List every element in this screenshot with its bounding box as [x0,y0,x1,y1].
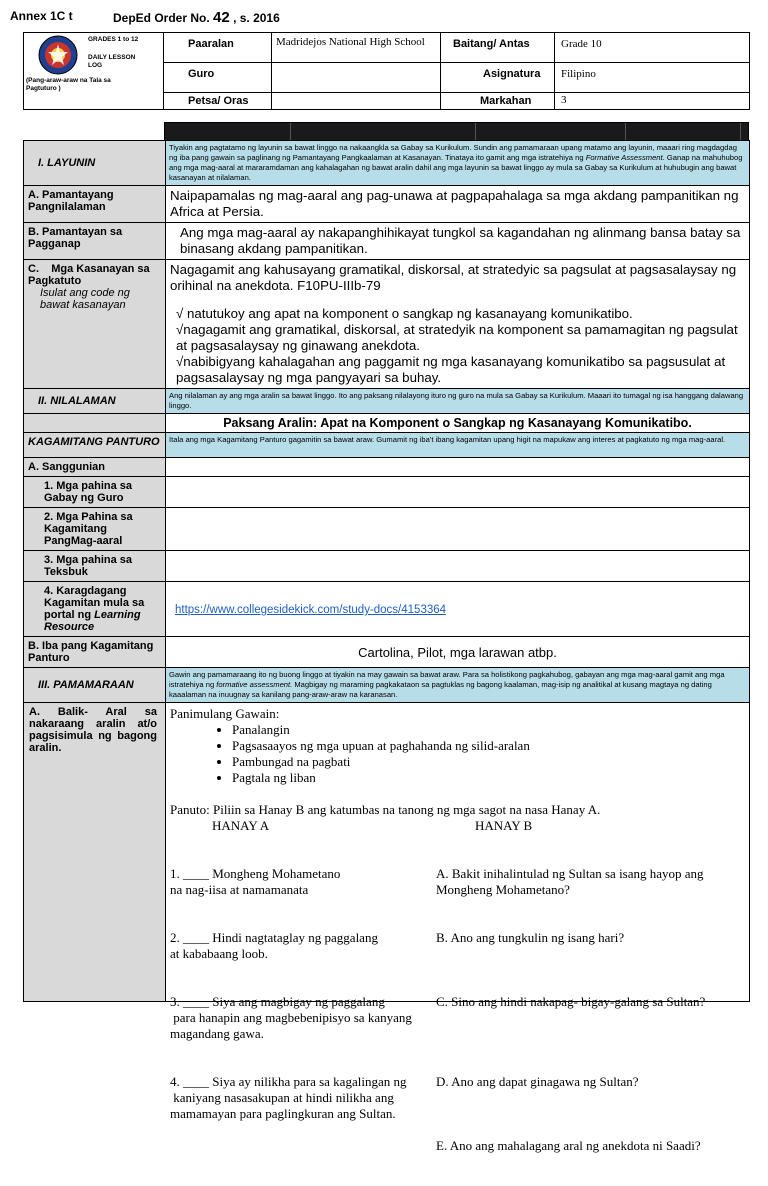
panimula-bullet: • Pambungad na pagbati [232,754,745,770]
pamamaraan-title: III. PAMAMARAAN [24,668,166,703]
pamantayang-pangnilalaman-value: Naipapamalas ng mag-aaral ang pag-unawa at pagpapahalaga sa mga akdang pampanitikan ng Africa at Persia. [166,186,750,223]
paaralan-value: Madridejos National High School [272,33,441,63]
layunin-note-a: Tiyakin ang pagtatamo ng layunin sa bawat linggo na nakaangkla sa Gabay sa Kurikulum. Sundin ang pamamaraan upang matamo ang layunin, maaari ring magdagdag ng iba pang gawain sa paglinang ng Pamantayang Pangkaalaman at Kasanayan. Tinataya ito gamit ang mga istratehiya ng [169,143,737,162]
kasanayan-item: √nabibigyang kahalagahan ang paggamit ng mga kasanayang komunikatibo sa pagsusulat at pagsasalaysay ng mga pangyayari sa buhay. [176,354,726,385]
kasanayan-item: √ natutukoy ang apat na komponent o sangkap ng kasanayang komunikatibo. [176,306,633,321]
pangmag-aaral-label: 2. Mga Pahina sa Kagamitang PangMag-aaral [24,508,166,551]
guro-label: Guro [164,63,272,93]
hanay-b-item: D. Ano ang dapat ginagawa ng Sultan? [436,1074,639,1089]
pamamaraan-note-b: Magbigay ng maraming pagkakataon sa pagtuklas ng bagong kaalaman, mag-isip ng analitikal at kusang magtaya ng dating kaaalaman na inuugnay sa kanilang pang-araw-araw na karanasan. [169,680,712,699]
kagamitan-title: KAGAMITANG PANTURO [24,433,166,458]
kagamitan-note: Itala ang mga Kagamitang Panturo gagamitin sa bawat araw. Gumamit ng iba't ibang kagamitan upang higit na mapukaw ang interes at pagkatuto ng mga mag-aaral. [166,433,750,458]
hanay-a-item: 1. ____ Mongheng Mohametano na nag-iisa at namamanata [170,866,341,897]
logo-cell [24,33,164,110]
pamantayan-pagganap-value: Ang mga mag-aaral ay nakapanghihikayat tungkol sa kagandahan ng alinmang bansa batay sa binasang akdang pampanitikan. [166,223,750,260]
hanay-b-heading: HANAY B [475,818,533,833]
paaralan-label: Paaralan [164,33,272,63]
gabay-guro-label: 1. Mga pahina sa Gabay ng Guro [24,477,166,508]
markahan-value: 3 [555,93,750,110]
pamantayan-pagganap-label: B. Pamantayan sa Pagganap [24,223,166,260]
layunin-note-b: . Ganap na mahuhubog ang mga mag-aaral at mararamdaman ang kahalagahan ng bawat aralin dahil ang mga layunin sa bawat linggo ay mula sa Gabay sa Kurikulum at huhubugin ang bawat kasanayan at nilalaman. [169,153,743,182]
karagdagang-label-a: 4. Karagdagang Kagamitan mula sa portal ng [44,585,145,621]
main-table [23,140,750,1153]
kasanayan-content [166,260,750,389]
iba-kagamitan-label: B. Iba pang Kagamitang Panturo [24,637,166,668]
panimula-bullet: • Panalangin [232,722,745,738]
panimula-bullet: • Pagsasaayos ng mga upuan at paghahanda ng silid-aralan [232,738,745,754]
guro-value [272,63,441,93]
layunin-note [166,141,750,186]
teksbuk-label: 3. Mga pahina sa Teksbuk [24,551,166,582]
asignatura-value: Filipino [555,63,750,93]
hanay-a-item: 4. ____ Siya ay nilikha para sa kagalingan ng kaniyang nasasakupan at hindi nilikha ang mamamayan para paglingkuran ang Sultan. [170,1074,407,1121]
kasanayan-cell [24,260,166,389]
sanggunian-label: A. Sanggunian [24,458,166,477]
hanay-b-list [436,834,750,1186]
gabay-guro-value [166,477,750,508]
dll-subtitle: (Pang-araw-araw na Tala sa Pagtuturo ) [26,77,111,92]
karagdagang-label-b: Learning Resource [44,609,141,633]
karagdagang-value [166,582,750,637]
markahan-label: Markahan [441,93,555,110]
resource-link[interactable]: https://www.collegesidekick.com/study-docs/4153364 [175,604,447,616]
kasanayan-sub: Isulat ang code ng bawat kasanayan [40,287,130,311]
hanay-b-item: A. Bakit inihalintulad ng Sultan sa isang hayop ang Mongheng Mohametano? [436,866,704,897]
panimula-bullet: • Pagtala ng liban [232,770,745,786]
petsa-value [272,93,441,110]
pamantayang-pangnilalaman-label: A. Pamantayang Pangnilalaman [24,186,166,223]
panimula-list [170,722,745,786]
paksang-aralin: Paksang Aralin: Apat na Komponent o Sangkap ng Kasanayang Komunikatibo. [166,414,750,433]
hanay-b-item: E. Ano ang mahalagang aral ng anekdota ni Saadi? [436,1138,701,1153]
kasanayan-label: C. Mga Kasanayan sa Pagkatuto [28,263,153,287]
layunin-title: I. LAYUNIN [24,141,166,186]
karagdagang-label [24,582,166,637]
kasanayan-item: √nagagamit ang gramatikal, diskorsal, at stratedyik na komponent sa pamamagitan ng pagsulat at pagsasalaysay ng ginawang anekdota. [176,322,738,353]
hanay-a-list [170,834,432,1154]
balik-aral-content [166,703,750,1153]
layunin-note-italic: Formative Assessment [585,153,663,162]
balik-aral-label: A. Balik- Aral sa nakaraang aralin at/o pagsisimula ng bagong aralin. [24,703,166,1002]
deped-prefix: DepEd Order No. [113,11,210,25]
panimula-heading: Panimulang Gawain: [170,706,280,721]
hanay-a-heading: HANAY A [212,818,270,833]
panuto: Panuto: Piliin sa Hanay B ang katumbas na tanong ng mga sagot na nasa Hanay A. [170,802,601,817]
deped-seal-icon [38,35,78,75]
kasanayan-main: Nagagamit ang kahusayang gramatikal, diskorsal, at stratedyic sa pagsulat at pagsasalaysay ng orihinal na anekdota. F10PU-IIIb-79 [170,262,737,293]
pamamaraan-note-a: Gawin ang pamamaraang ito ng buong linggo at tiyakin na may gawain sa bawat araw. Para sa holistikong pagkahubog, gabayan ang mga mag-aaral gamit ang mga istratehiya ng [169,670,725,689]
hanay-a-item: 3. ____ Siya ang magbigay ng paggalang para hanapin ang magbebenipisyo sa kanyang magandang gawa. [170,994,412,1041]
deped-order [113,9,280,26]
dark-header-bar [164,122,749,142]
hanay-b-item: C. Sino ang hindi nakapag- bigay-galang sa Sultan? [436,994,706,1009]
deped-suffix: , s. 2016 [233,11,280,25]
nilalaman-blank [24,414,166,433]
grades-label: GRADES 1 to 12 [88,36,139,43]
teksbuk-value [166,551,750,582]
hanay-b-item: B. Ano ang tungkulin ng isang hari? [436,930,625,945]
header-table [23,32,750,110]
nilalaman-title: II. NILALAMAN [24,389,166,414]
hanay-a-item: 2. ____ Hindi nagtataglay ng paggalang at kababaang loob. [170,930,378,961]
baitang-value: Grade 10 [555,33,750,63]
pamamaraan-note-italic: formative assessment. [216,680,293,689]
baitang-label: Baitang/ Antas [441,33,555,63]
sanggunian-value [166,458,750,477]
nilalaman-note: Ang nilalaman ay ang mga aralin sa bawat linggo. Ito ang paksang nilalayong ituro ng guro na mula sa Gabay sa Kurikulum. Maaari ito tumagal ng isa hanggang dalawang linggo. [166,389,750,414]
pamamaraan-note [166,668,750,703]
pangmag-aaral-value [166,508,750,551]
annex-label: Annex 1C t [10,9,73,23]
petsa-label: Petsa/ Oras [164,93,272,110]
dll-label: DAILY LESSON LOG [88,54,136,69]
deped-number: 42 [213,9,230,26]
iba-kagamitan-value: Cartolina, Pilot, mga larawan atbp. [166,637,750,668]
asignatura-label: Asignatura [441,63,555,93]
